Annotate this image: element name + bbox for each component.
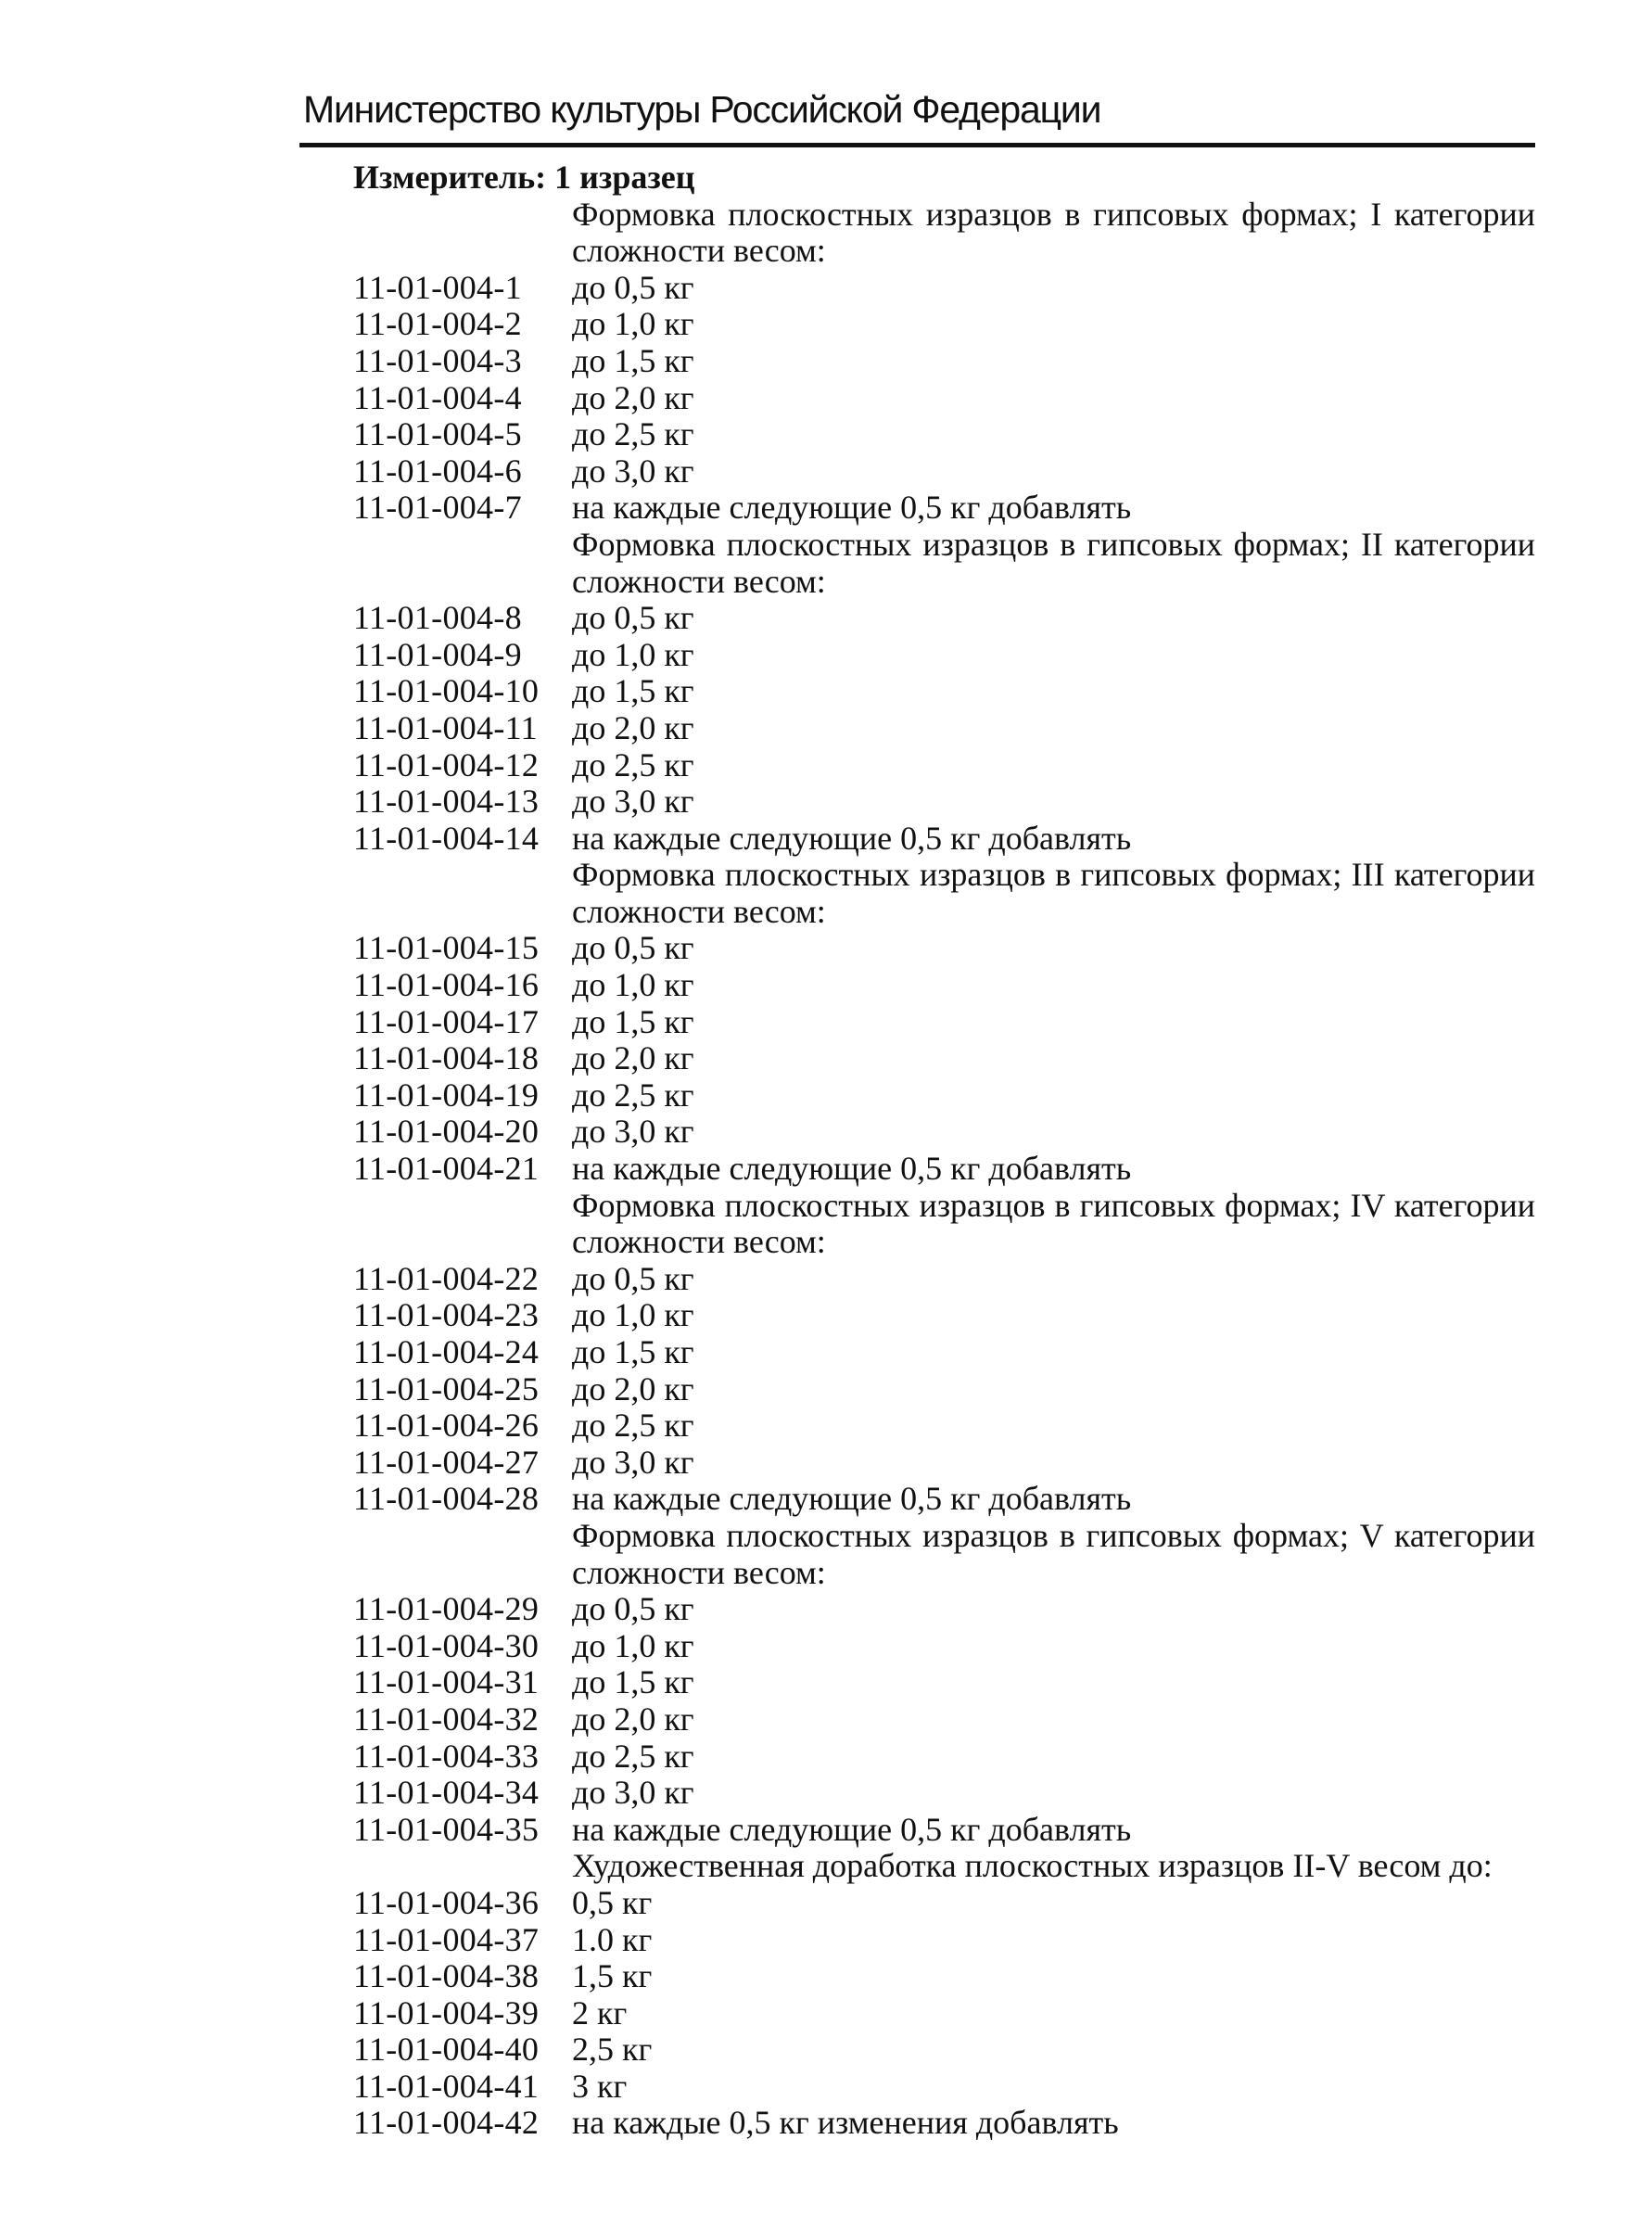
norm-row	[353, 453, 1535, 490]
norm-description: до 2,5 кг	[572, 745, 694, 783]
norm-row	[353, 1628, 1535, 1665]
norm-row	[353, 1958, 1535, 1995]
norm-description: на каждые 0,5 кг изменения добавлять	[572, 2104, 1119, 2142]
norm-code: 11-01-004-39	[353, 1993, 540, 2031]
norm-code: 11-01-004-14	[353, 819, 540, 857]
norm-row	[353, 306, 1535, 343]
norm-description: до 0,5 кг	[572, 1590, 694, 1628]
norm-row	[353, 1812, 1535, 1849]
norm-code: 11-01-004-37	[353, 1920, 540, 1958]
norm-description: до 2,5 кг	[572, 1407, 694, 1445]
norm-row	[353, 1004, 1535, 1041]
norm-row	[353, 1407, 1535, 1445]
norm-description: до 0,5 кг	[572, 1259, 694, 1297]
norm-row	[353, 1040, 1535, 1077]
page-header	[299, 83, 1535, 147]
norm-row	[353, 270, 1535, 307]
norm-code: 11-01-004-23	[353, 1296, 540, 1334]
group-title: Формовка плоскостных изразцов в гипсовых формах; IV категории сложности весом:	[572, 1186, 1535, 1261]
norm-row	[353, 783, 1535, 821]
norm-code: 11-01-004-25	[353, 1369, 540, 1407]
norm-row	[353, 747, 1535, 784]
norm-description: до 2,5 кг	[572, 1076, 694, 1114]
norm-code: 11-01-004-29	[353, 1590, 540, 1628]
norm-group	[353, 1188, 1535, 1518]
norm-group	[353, 1518, 1535, 1848]
norm-row	[353, 967, 1535, 1004]
norm-code: 11-01-004-34	[353, 1774, 540, 1812]
norm-code: 11-01-004-20	[353, 1113, 540, 1151]
norm-row	[353, 600, 1535, 637]
norm-description: до 3,0 кг	[572, 783, 694, 821]
norm-code: 11-01-004-30	[353, 1626, 540, 1664]
norm-description: до 2,0 кг	[572, 1700, 694, 1738]
norm-description: до 0,5 кг	[572, 599, 694, 637]
norm-row	[353, 490, 1535, 527]
norm-code: 11-01-004-1	[353, 268, 522, 306]
norm-code: 11-01-004-5	[353, 415, 522, 453]
norm-code: 11-01-004-6	[353, 452, 522, 490]
norm-code: 11-01-004-2	[353, 305, 522, 343]
norm-description: до 0,5 кг	[572, 929, 694, 967]
norm-row	[353, 673, 1535, 710]
norm-code: 11-01-004-27	[353, 1443, 540, 1481]
norm-description: до 1,5 кг	[572, 1663, 694, 1701]
norm-code: 11-01-004-26	[353, 1407, 540, 1445]
norm-code: 11-01-004-16	[353, 966, 540, 1004]
norm-row	[353, 1371, 1535, 1408]
norm-description: до 1,5 кг	[572, 1002, 694, 1040]
group-title: Формовка плоскостных изразцов в гипсовых формах; III категории сложности весом:	[572, 856, 1535, 930]
norm-description: до 3,0 кг	[572, 1443, 694, 1481]
norm-code: 11-01-004-40	[353, 2031, 540, 2069]
norm-description: до 3,0 кг	[572, 1774, 694, 1812]
norm-row	[353, 637, 1535, 674]
norm-code: 11-01-004-7	[353, 489, 522, 527]
norm-row	[353, 1297, 1535, 1334]
norm-code: 11-01-004-8	[353, 599, 522, 637]
norm-row	[353, 1334, 1535, 1371]
norm-code: 11-01-004-12	[353, 745, 540, 783]
norm-description: до 1,0 кг	[572, 1626, 694, 1664]
norm-description: 3 кг	[572, 2067, 628, 2105]
norm-description: до 2,0 кг	[572, 1039, 694, 1077]
norm-description: на каждые следующие 0,5 кг добавлять	[572, 1150, 1132, 1188]
norm-row	[353, 1664, 1535, 1701]
norm-description: до 2,0 кг	[572, 378, 694, 416]
group-title: Формовка плоскостных изразцов в гипсовых формах; V категории сложности весом:	[572, 1516, 1535, 1591]
norm-description: 0,5 кг	[572, 1883, 653, 1921]
norm-row	[353, 1445, 1535, 1482]
norm-row	[353, 1077, 1535, 1114]
group-title: Художественная доработка плоскостных изразцов II-V весом до:	[572, 1847, 1493, 1885]
norm-code: 11-01-004-18	[353, 1039, 540, 1077]
norm-description: до 1,5 кг	[572, 341, 694, 379]
norm-code: 11-01-004-33	[353, 1737, 540, 1775]
norm-code: 11-01-004-31	[353, 1663, 540, 1701]
norm-description: 2,5 кг	[572, 2031, 653, 2069]
norm-description: до 1,5 кг	[572, 1333, 694, 1370]
norm-row	[353, 1261, 1535, 1298]
norm-row	[353, 416, 1535, 453]
norm-description: до 2,0 кг	[572, 1369, 694, 1407]
norm-row	[353, 1738, 1535, 1776]
norm-code: 11-01-004-4	[353, 378, 522, 416]
norm-row	[353, 1114, 1535, 1151]
norm-row	[353, 710, 1535, 747]
norm-code: 11-01-004-21	[353, 1150, 540, 1188]
norm-row	[353, 1885, 1535, 1922]
meter-label: Измеритель: 1 изразец	[353, 159, 695, 196]
norm-row	[353, 821, 1535, 858]
norm-code: 11-01-004-9	[353, 635, 522, 673]
norm-description: до 2,5 кг	[572, 415, 694, 453]
norm-description: до 1,0 кг	[572, 966, 694, 1004]
norm-code: 11-01-004-24	[353, 1333, 540, 1370]
norm-code: 11-01-004-19	[353, 1076, 540, 1114]
norm-row	[353, 1995, 1535, 2032]
norm-description: до 2,0 кг	[572, 708, 694, 746]
norm-description: 2 кг	[572, 1993, 628, 2031]
norm-description: до 2,5 кг	[572, 1737, 694, 1775]
norm-description: до 1,0 кг	[572, 305, 694, 343]
norm-code: 11-01-004-13	[353, 783, 540, 821]
norm-row	[353, 1922, 1535, 1959]
norm-row	[353, 1701, 1535, 1738]
norm-description: на каждые следующие 0,5 кг добавлять	[572, 489, 1132, 527]
norms-list	[353, 159, 1535, 2142]
norm-description: до 1,5 кг	[572, 672, 694, 710]
norm-code: 11-01-004-32	[353, 1700, 540, 1738]
norm-group	[353, 527, 1535, 857]
norm-description: до 0,5 кг	[572, 268, 694, 306]
norm-group	[353, 857, 1535, 1187]
group-title: Формовка плоскостных изразцов в гипсовых формах; I категории сложности весом:	[572, 195, 1535, 270]
norm-row	[353, 2031, 1535, 2069]
norm-description: 1.0 кг	[572, 1920, 653, 1958]
norm-row	[353, 1591, 1535, 1628]
norm-description: 1,5 кг	[572, 1957, 653, 1995]
norm-description: до 1,0 кг	[572, 1296, 694, 1334]
norm-description: на каждые следующие 0,5 кг добавлять	[572, 819, 1132, 857]
norm-row	[353, 1481, 1535, 1518]
norm-row	[353, 930, 1535, 967]
norm-row	[353, 1151, 1535, 1188]
norm-description: до 3,0 кг	[572, 452, 694, 490]
group-title: Формовка плоскостных изразцов в гипсовых формах; II категории сложности весом:	[572, 525, 1535, 600]
norm-row	[353, 2105, 1535, 2142]
norm-code: 11-01-004-17	[353, 1002, 540, 1040]
norm-code: 11-01-004-41	[353, 2067, 540, 2105]
norm-row	[353, 1775, 1535, 1812]
norm-code: 11-01-004-42	[353, 2104, 540, 2142]
norm-code: 11-01-004-10	[353, 672, 540, 710]
header-title: Министерство культуры Российской Федерации	[303, 88, 1101, 131]
norm-code: 11-01-004-38	[353, 1957, 540, 1995]
norm-code: 11-01-004-35	[353, 1810, 540, 1848]
norm-description: на каждые следующие 0,5 кг добавлять	[572, 1480, 1132, 1518]
norm-group	[353, 197, 1535, 527]
norm-row	[353, 380, 1535, 417]
norm-code: 11-01-004-28	[353, 1480, 540, 1518]
norm-description: до 1,0 кг	[572, 635, 694, 673]
norm-row	[353, 343, 1535, 380]
norm-code: 11-01-004-36	[353, 1883, 540, 1921]
norm-description: до 3,0 кг	[572, 1113, 694, 1151]
norm-row	[353, 2069, 1535, 2106]
norm-code: 11-01-004-11	[353, 708, 538, 746]
norm-code: 11-01-004-22	[353, 1259, 540, 1297]
norm-group	[353, 1848, 1535, 2142]
norm-description: на каждые следующие 0,5 кг добавлять	[572, 1810, 1132, 1848]
norm-code: 11-01-004-3	[353, 341, 522, 379]
norm-code: 11-01-004-15	[353, 929, 540, 967]
